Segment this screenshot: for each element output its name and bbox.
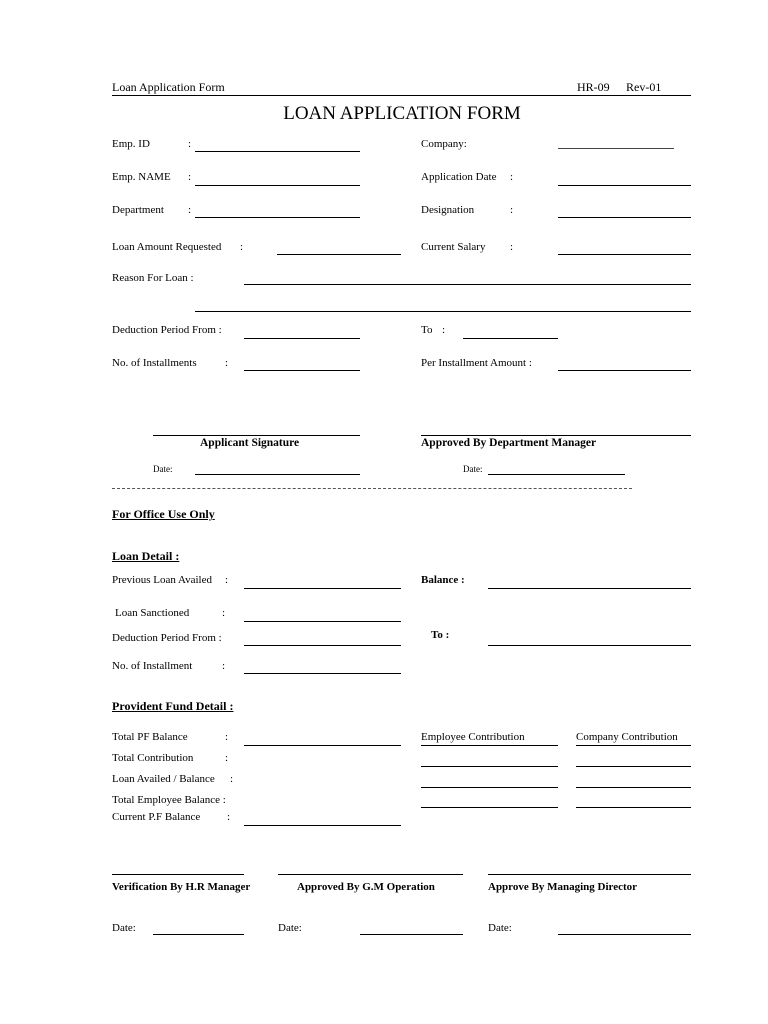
applicant-date-label: Date: [153, 464, 173, 474]
employee-contribution-field-4[interactable] [421, 807, 558, 808]
dept-manager-signature-line[interactable] [421, 435, 691, 436]
employee-contribution-header: Employee Contribution [421, 731, 525, 743]
dept-manager-date-field[interactable] [488, 474, 625, 475]
designation-label: Designation [421, 204, 475, 216]
loan-availed-label: Loan Availed / Balance [112, 773, 215, 785]
colon: : [225, 752, 229, 764]
current-pf-label: Current P.F Balance [112, 811, 201, 823]
balance-field[interactable] [488, 588, 691, 589]
previous-loan-field[interactable] [244, 588, 401, 589]
department-field[interactable] [195, 217, 360, 218]
colon: : [225, 731, 229, 743]
hr-verification-label: Verification By H.R Manager [112, 881, 251, 893]
office-installment-field[interactable] [244, 673, 401, 674]
loan-amount-field[interactable] [277, 254, 401, 255]
header-form-code: HR-09 [577, 80, 610, 94]
emp-id-label: Emp. ID [112, 138, 150, 150]
company-contribution-field-2[interactable] [576, 766, 691, 767]
dept-manager-signature-label: Approved By Department Manager [421, 437, 597, 449]
hr-date-label: Date: [112, 922, 136, 934]
loan-detail-title: Loan Detail : [112, 549, 180, 563]
reason-field-line-1[interactable] [244, 284, 691, 285]
to-field[interactable] [463, 338, 558, 339]
current-salary-field[interactable] [558, 254, 691, 255]
application-date-field[interactable] [558, 185, 691, 186]
loan-amount-label: Loan Amount Requested [112, 241, 222, 253]
colon: : [188, 171, 192, 183]
colon: : [230, 773, 234, 785]
to-label: To [421, 324, 433, 336]
current-salary-label: Current Salary [421, 241, 486, 253]
company-field[interactable] [558, 148, 674, 149]
per-installment-label: Per Installment Amount : [421, 357, 532, 369]
gm-date-field[interactable] [360, 934, 463, 935]
gm-signature-line[interactable] [278, 874, 463, 875]
employee-contribution-field-1[interactable] [421, 745, 558, 746]
office-installment-label: No. of Installment [112, 660, 193, 672]
header-form-name: Loan Application Form [112, 80, 225, 94]
pf-detail-title: Provident Fund Detail : [112, 699, 234, 713]
md-signature-line[interactable] [488, 874, 691, 875]
office-to-field[interactable] [488, 645, 691, 646]
installments-field[interactable] [244, 370, 360, 371]
designation-field[interactable] [558, 217, 691, 218]
reason-label: Reason For Loan : [112, 272, 194, 284]
office-deduction-from-field[interactable] [244, 645, 401, 646]
total-pf-field[interactable] [244, 745, 401, 746]
section-separator [112, 488, 632, 489]
md-date-field[interactable] [558, 934, 691, 935]
previous-loan-label: Previous Loan Availed [112, 574, 212, 586]
loan-sanctioned-label: Loan Sanctioned [115, 607, 190, 619]
deduction-from-field[interactable] [244, 338, 360, 339]
hr-date-field[interactable] [153, 934, 244, 935]
emp-name-field[interactable] [195, 185, 360, 186]
company-label: Company: [421, 138, 467, 150]
colon: : [225, 357, 229, 369]
colon: : [510, 241, 514, 253]
office-to-label: To : [431, 629, 450, 641]
application-date-label: Application Date [421, 171, 497, 183]
md-approval-label: Approve By Managing Director [488, 881, 637, 893]
dept-manager-date-label: Date: [463, 464, 483, 474]
colon: : [222, 607, 226, 619]
colon: : [227, 811, 231, 823]
total-employee-balance-label: Total Employee Balance : [112, 794, 226, 806]
installments-label: No. of Installments [112, 357, 197, 369]
colon: : [222, 660, 226, 672]
gm-date-label: Date: [278, 922, 302, 934]
loan-sanctioned-field[interactable] [244, 621, 401, 622]
colon: : [188, 204, 192, 216]
company-contribution-field-4[interactable] [576, 807, 691, 808]
colon: : [240, 241, 244, 253]
header-revision: Rev-01 [626, 80, 662, 94]
emp-id-field[interactable] [195, 151, 360, 152]
reason-field-line-2[interactable] [195, 311, 691, 312]
gm-approval-label: Approved By G.M Operation [297, 881, 435, 893]
company-contribution-field-3[interactable] [576, 787, 691, 788]
office-deduction-from-label: Deduction Period From : [112, 632, 222, 644]
page-title: LOAN APPLICATION FORM [283, 103, 521, 124]
office-use-title: For Office Use Only [112, 507, 215, 521]
emp-name-label: Emp. NAME [112, 171, 171, 183]
header-rule [112, 95, 691, 96]
colon: : [510, 171, 514, 183]
department-label: Department [112, 204, 164, 216]
applicant-date-field[interactable] [195, 474, 360, 475]
employee-contribution-field-2[interactable] [421, 766, 558, 767]
company-contribution-field-1[interactable] [576, 745, 691, 746]
colon: : [442, 324, 446, 336]
total-contribution-label: Total Contribution [112, 752, 194, 764]
balance-label: Balance : [421, 574, 465, 586]
md-date-label: Date: [488, 922, 512, 934]
applicant-signature-line[interactable] [153, 435, 360, 436]
deduction-from-label: Deduction Period From : [112, 324, 222, 336]
employee-contribution-field-3[interactable] [421, 787, 558, 788]
per-installment-field[interactable] [558, 370, 691, 371]
total-pf-label: Total PF Balance [112, 731, 188, 743]
colon: : [225, 574, 229, 586]
current-pf-field[interactable] [244, 825, 401, 826]
colon: : [510, 204, 514, 216]
applicant-signature-label: Applicant Signature [200, 437, 300, 449]
company-contribution-header: Company Contribution [576, 731, 678, 743]
hr-signature-line[interactable] [112, 874, 244, 875]
colon: : [188, 138, 192, 150]
